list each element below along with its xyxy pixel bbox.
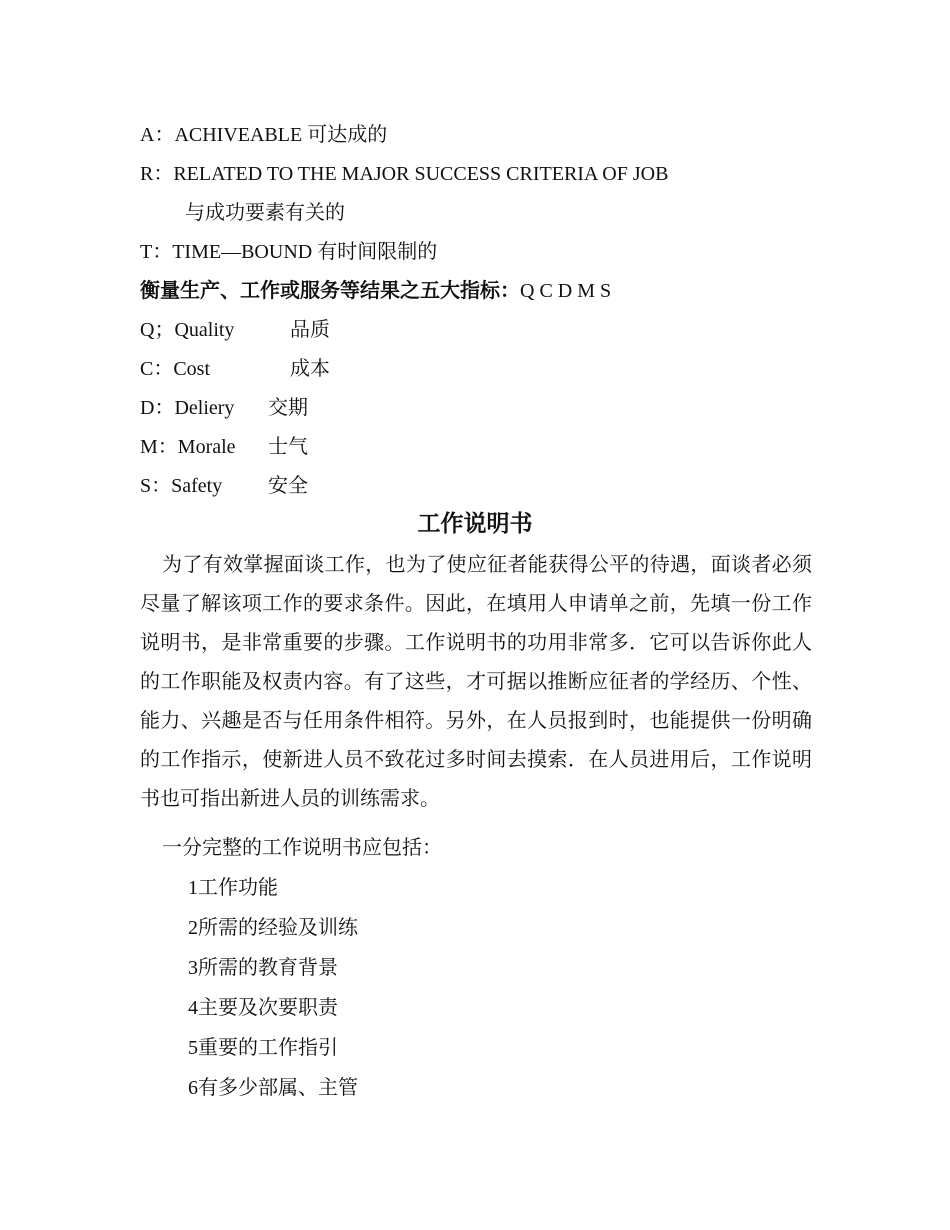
list-item: 3所需的教育背景 [188,957,338,979]
qcdms-letters: Q C D M S [520,280,612,302]
smart-a-line: A：ACHIVEABLE 可达成的 [140,124,388,146]
qcdms-item-label: M：Morale [140,436,236,458]
smart-r-chinese-line: 与成功要素有关的 [185,202,345,224]
qcdms-item-meaning: 品质 [290,319,330,341]
job-description-paragraph: 为了有效掌握面谈工作，也为了使应征者能获得公平的待遇，面谈者必须尽量了解该项工作的要求条件。因此，在填用人申请单之前，先填一份工作说明书，是非常重要的步骤。工作说明书的功用非常多．它可以告诉你此人的工作职能及权责内容。有了这些，才可据以推断应征者的学经历、个性、能力、兴趣是否与任用条件相符。另外，在人员报到时，也能提供一份明确的工作指示，使新进人员不致花过多时间去摸索．在人员进用后，工作说明书也可指出新进人员的训练需求。 [140,554,812,810]
qcdms-item-safety [140,472,308,500]
list-item: 4主要及次要职责 [188,997,338,1019]
list-item: 5重要的工作指引 [188,1037,338,1059]
qcdms-item-quality [140,316,330,344]
list-item: 2所需的经验及训练 [188,917,358,939]
smart-t-line: T：TIME—BOUND 有时间限制的 [140,241,438,263]
job-description-intro: 一分完整的工作说明书应包括： [162,837,442,859]
list-item: 1工作功能 [188,877,278,899]
qcdms-item-label: C：Cost [140,358,211,380]
qcdms-item-label: Q；Quality [140,319,235,341]
qcdms-item-meaning: 安全 [268,475,308,497]
qcdms-item-label: S：Safety [140,475,223,497]
qcdms-item-delivery [140,394,308,422]
job-description-title: 工作说明书 [417,511,533,536]
qcdms-item-morale [140,433,308,461]
smart-r-line: R：RELATED TO THE MAJOR SUCCESS CRITERIA OF JOB [140,163,669,185]
qcdms-item-meaning: 交期 [268,397,308,419]
qcdms-heading-line [140,277,611,305]
list-item: 6有多少部属、主管 [188,1077,358,1099]
qcdms-item-meaning: 士气 [268,436,308,458]
qcdms-item-meaning: 成本 [290,358,330,380]
qcdms-heading: 衡量生产、工作或服务等结果之五大指标： [140,280,520,302]
qcdms-item-label: D：Deliery [140,397,235,419]
qcdms-item-cost [140,355,330,383]
